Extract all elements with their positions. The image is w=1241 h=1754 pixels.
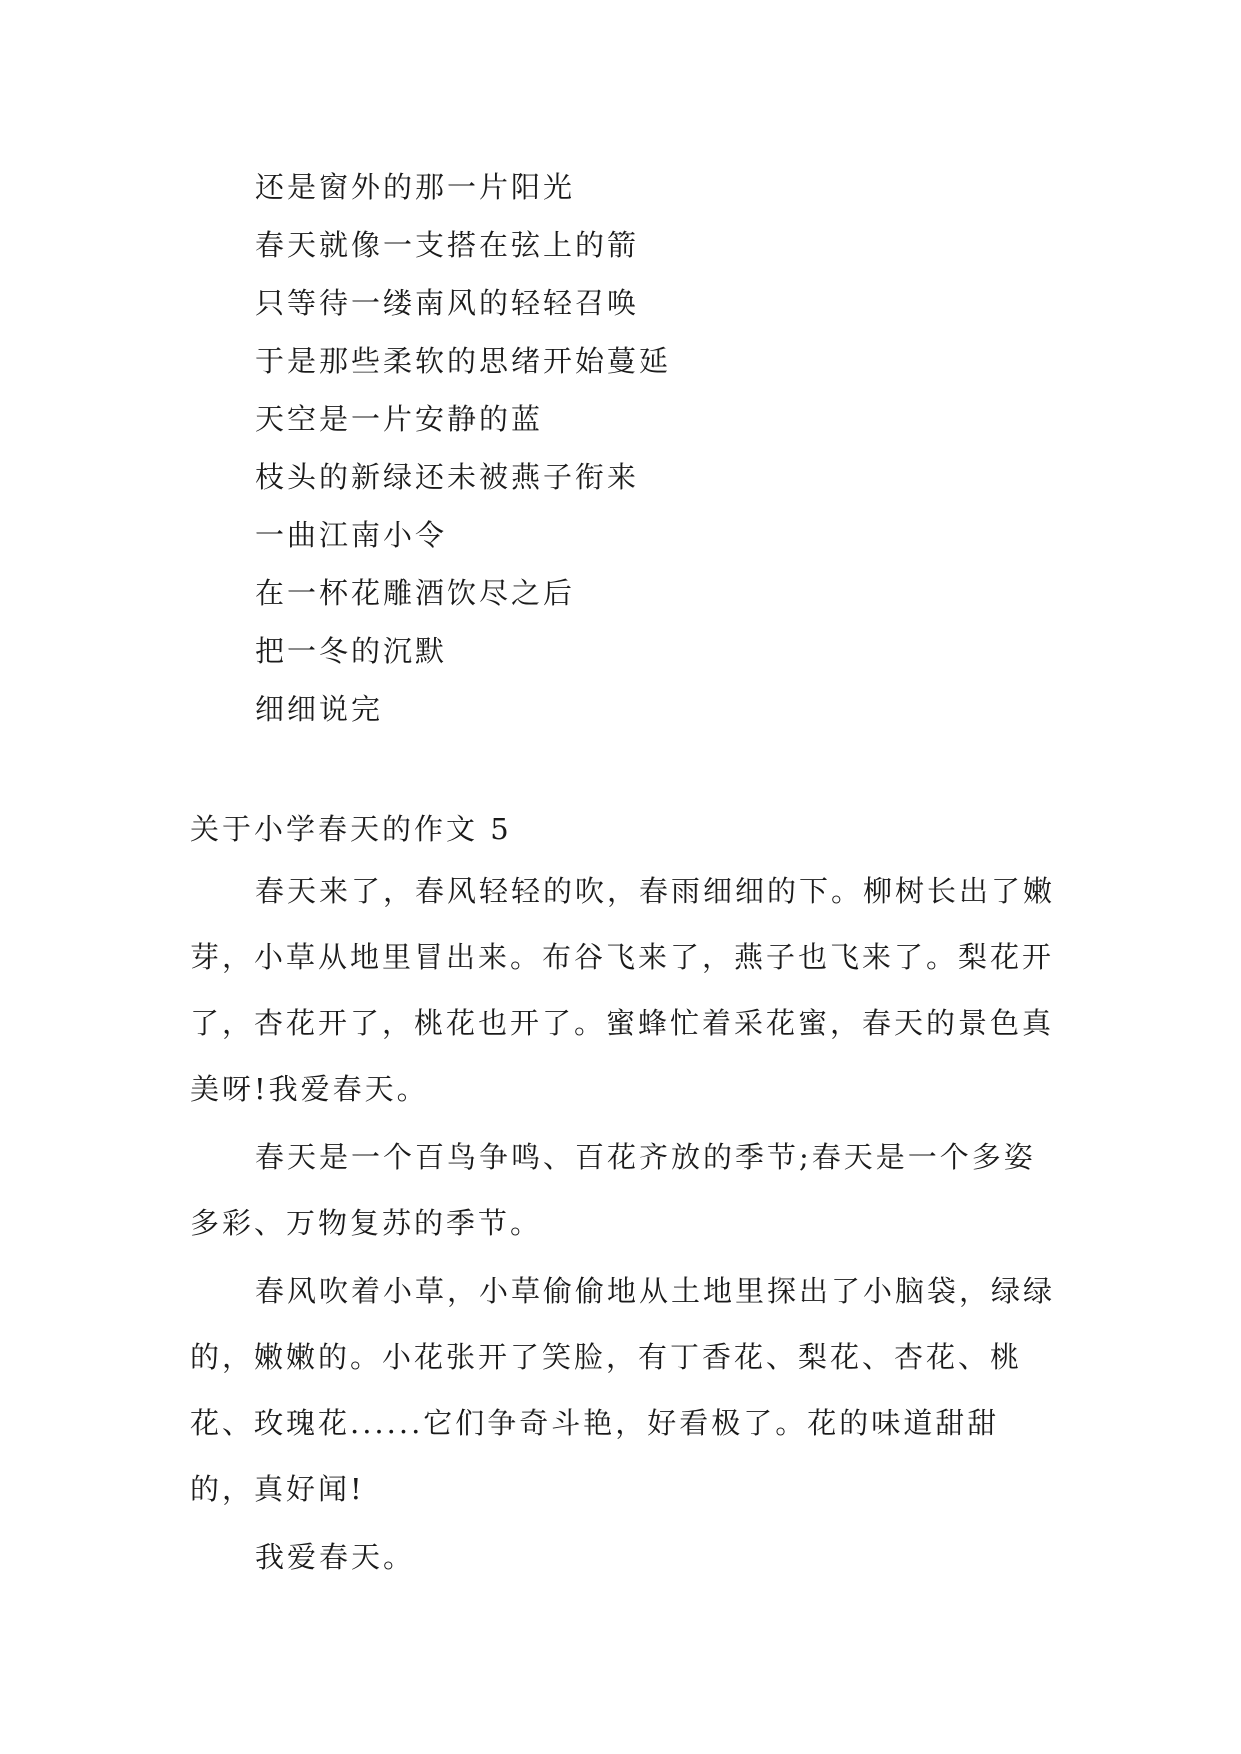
poem-line: 细细说完	[255, 692, 384, 726]
essay	[190, 800, 1060, 1592]
poem-line: 一曲江南小令	[255, 518, 448, 552]
poem-line: 枝头的新绿还未被燕子衔来	[255, 460, 640, 494]
essay-paragraph: 我爱春天。	[255, 1540, 416, 1574]
poem-line: 还是窗外的那一片阳光	[255, 170, 576, 204]
poem-line: 把一冬的沉默	[255, 634, 448, 668]
poem-line: 只等待一缕南风的轻轻召唤	[255, 286, 640, 320]
poem	[255, 158, 1055, 738]
poem-line: 在一杯花雕酒饮尽之后	[255, 576, 576, 610]
poem-line: 于是那些柔软的思绪开始蔓延	[255, 344, 672, 378]
poem-line: 天空是一片安静的蓝	[255, 402, 544, 436]
essay-paragraph: 春天是一个百鸟争鸣、百花齐放的季节;春天是一个多姿多彩、万物复苏的季节。	[190, 1140, 1036, 1240]
essay-paragraph: 春风吹着小草，小草偷偷地从土地里探出了小脑袋，绿绿的，嫩嫩的。小花张开了笑脸，有丁香花、梨花、杏花、桃花、玫瑰花......它们争奇斗艳，好看极了。花的味道甜甜的，真好闻!	[190, 1274, 1056, 1506]
poem-line: 春天就像一支搭在弦上的箭	[255, 228, 640, 262]
essay-title: 关于小学春天的作文 5	[190, 812, 512, 846]
essay-paragraph: 春天来了，春风轻轻的吹，春雨细细的下。柳树长出了嫩芽，小草从地里冒出来。布谷飞来了，燕子也飞来了。梨花开了，杏花开了，桃花也开了。蜜蜂忙着采花蜜，春天的景色真美呀!我爱春天。	[190, 874, 1056, 1106]
